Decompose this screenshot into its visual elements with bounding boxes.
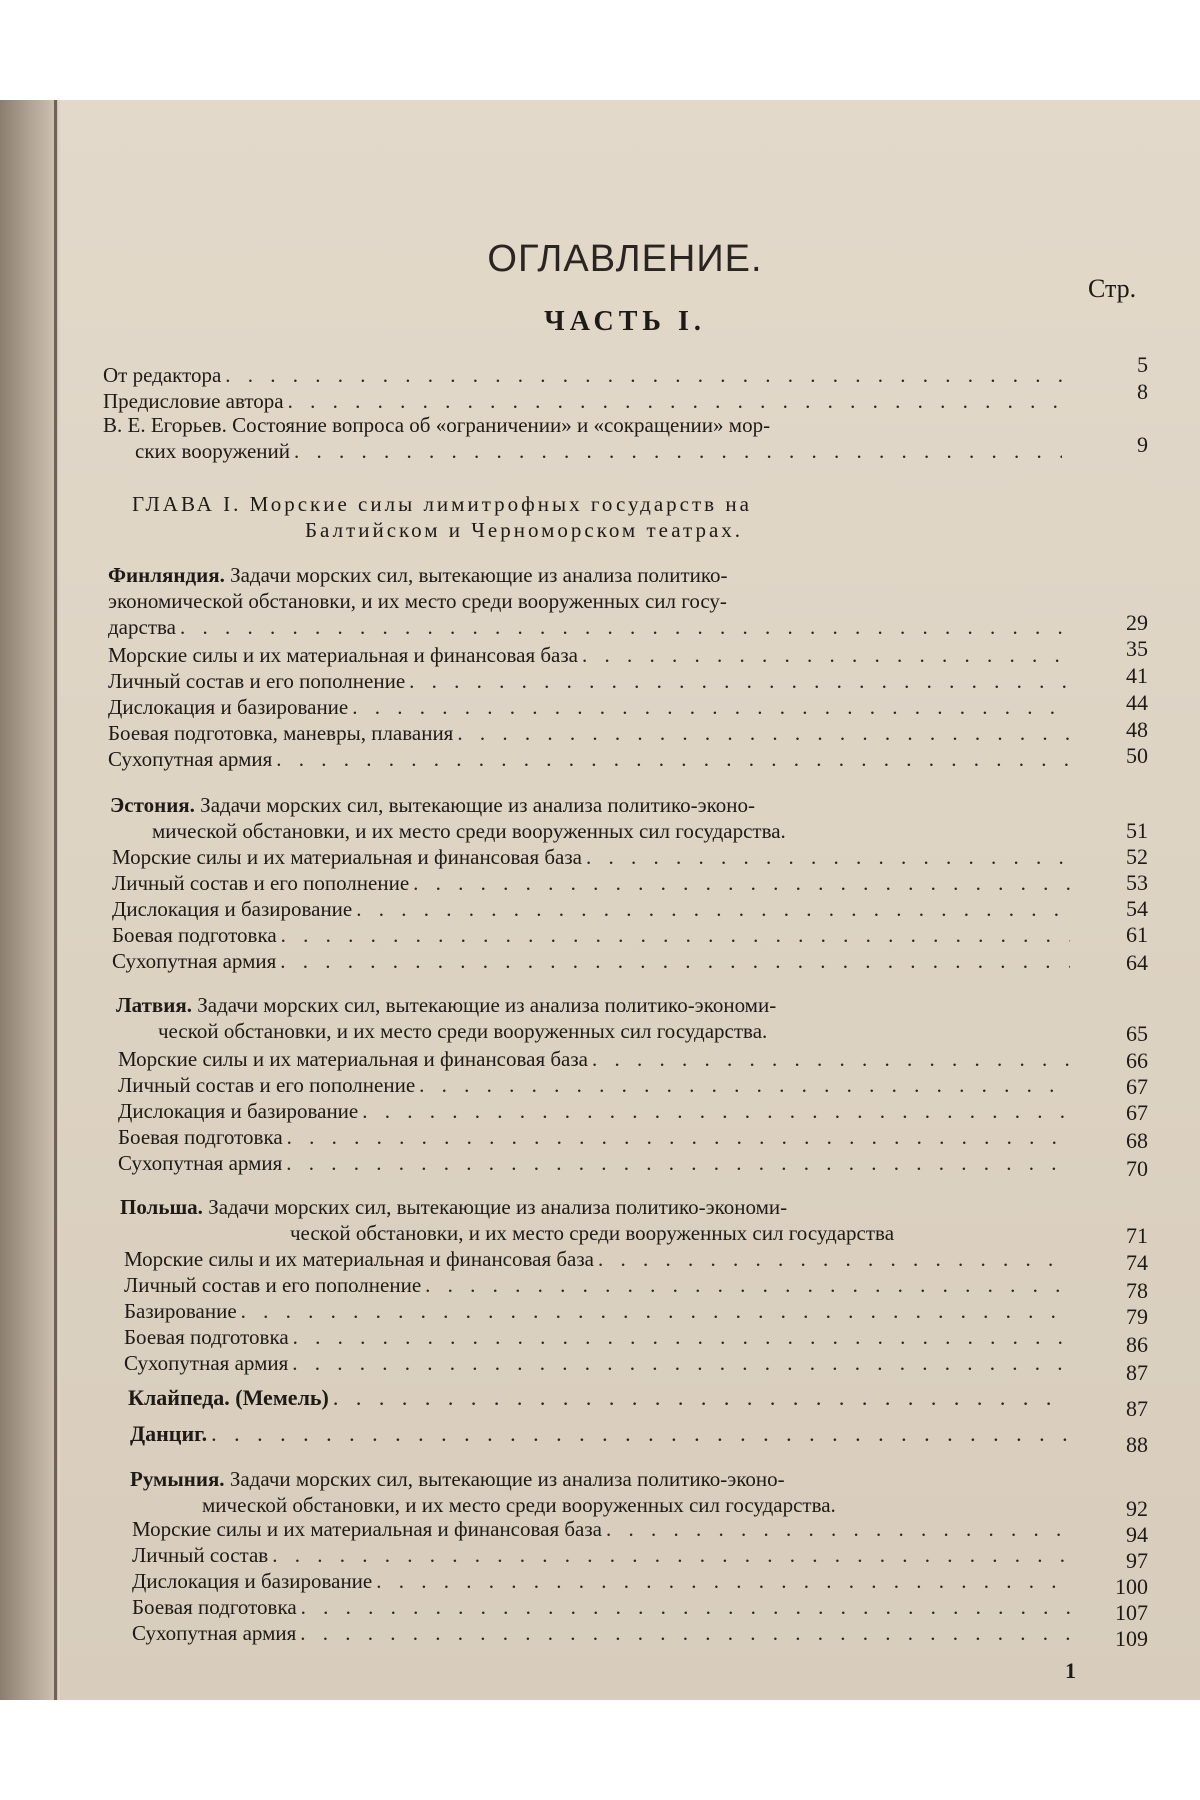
toc-entry-text: Личный состав (132, 1543, 269, 1567)
toc-entry (112, 948, 1076, 974)
toc-entry-text: Боевая подготовка (118, 1125, 283, 1149)
leader-dots (425, 1272, 1070, 1298)
chapter-heading-line2: Балтийском и Черноморском театрах. (305, 518, 744, 542)
toc-entry (132, 1516, 1076, 1542)
page-column-label: Стр. (1088, 274, 1137, 303)
toc-entry-text: Сухопутная армия (112, 949, 277, 973)
section-desc: Задачи морских сил, вытекающие из анализа политико-экономи- (208, 1195, 788, 1219)
section-estonia-line1 (110, 792, 755, 818)
toc-page-number: 8 (1137, 379, 1148, 404)
section-sub: (Мемель) (235, 1385, 329, 1410)
toc-page-number: 61 (1126, 922, 1148, 947)
toc-entry (124, 1324, 1076, 1350)
leader-dots (286, 1150, 1070, 1176)
leader-dots (356, 896, 1070, 922)
section-desc: Задачи морских сил, вытекающие из анализа политико- (230, 563, 728, 587)
leader-dots (586, 844, 1070, 870)
toc-entry-text: Морские силы и их материальная и финансовая база (118, 1047, 588, 1071)
toc-page-number: 54 (1126, 896, 1148, 921)
toc-entry (124, 1272, 1076, 1298)
page-number-footer: 1 (1065, 1658, 1076, 1683)
toc-page-number: 41 (1126, 663, 1148, 688)
toc-entry (132, 1568, 1076, 1594)
toc-entry-egoriev-line1: В. Е. Егорьев. Состояние вопроса об «ограничении» и «сокращении» мор- (103, 413, 771, 437)
toc-entry-text: Боевая подготовка (112, 923, 277, 947)
toc-entry (108, 746, 1076, 772)
leader-dots (241, 1298, 1070, 1324)
table-of-contents (0, 100, 1200, 1700)
part-title: ЧАСТЬ I. (544, 306, 706, 337)
leader-dots (413, 870, 1070, 896)
leader-dots (457, 720, 1070, 746)
toc-entry-text: Дислокация и базирование (132, 1569, 373, 1593)
section-name: Клайпеда. (128, 1385, 230, 1410)
toc-entry-text: ских вооружений (135, 439, 290, 463)
toc-entry-text: Личный состав и его пополнение (118, 1073, 416, 1097)
leader-dots (294, 438, 1062, 464)
toc-entry-text: Боевая подготовка (124, 1325, 289, 1349)
leader-dots (333, 1385, 1070, 1411)
toc-entry (132, 1542, 1076, 1568)
toc-entry-text: Личный состав и его пополнение (108, 669, 406, 693)
toc-entry-preface (103, 388, 1068, 414)
section-name: Финляндия. (108, 563, 225, 587)
section-romania-line2: мической обстановки, и их место среди вооруженных сил государства. (202, 1493, 836, 1517)
toc-entry-text: Морские силы и их материальная и финансовая база (132, 1517, 602, 1541)
section-desc: Задачи морских сил, вытекающие из анализа политико-экономи- (197, 993, 777, 1017)
section-name: Румыния. (130, 1467, 225, 1491)
leader-dots (376, 1568, 1070, 1594)
toc-entry (112, 844, 1076, 870)
toc-page-number: 97 (1126, 1548, 1148, 1573)
section-desc: Задачи морских сил, вытекающие из анализа политико-эконо- (200, 793, 756, 817)
leader-dots (180, 614, 1070, 640)
toc-page-number: 53 (1126, 870, 1148, 895)
leader-dots (292, 1350, 1070, 1376)
toc-entry (118, 1098, 1076, 1124)
section-latvia-line2: ческой обстановки, и их место среди вооруженных сил государства. (158, 1019, 768, 1043)
section-estonia-line2: мической обстановки, и их место среди вооруженных сил государства. (152, 819, 786, 843)
toc-page-number: 51 (1126, 818, 1148, 843)
toc-page-number: 52 (1126, 844, 1148, 869)
section-name: Данциг. (130, 1421, 208, 1446)
toc-entry-text: Дислокация и базирование (108, 695, 349, 719)
section-finland-line3 (108, 614, 1076, 640)
toc-entry-text: Дислокация и базирование (112, 897, 353, 921)
toc-entry-text: Предисловие автора (103, 389, 284, 413)
toc-page-number: 74 (1126, 1250, 1148, 1275)
toc-page-number: 109 (1115, 1626, 1148, 1651)
toc-page-number: 65 (1126, 1021, 1148, 1046)
toc-entry-text: Сухопутная армия (108, 747, 273, 771)
toc-entry (108, 642, 1076, 668)
toc-page-number: 70 (1126, 1156, 1148, 1181)
toc-entry-text: Сухопутная армия (118, 1151, 283, 1175)
toc-entry-text: Дислокация и базирование (118, 1099, 359, 1123)
page-title: ОГЛАВЛЕНИЕ. (487, 238, 763, 280)
toc-entry-text: Морские силы и их материальная и финансовая база (108, 643, 578, 667)
toc-page-number: 87 (1126, 1360, 1148, 1385)
toc-page-number: 92 (1126, 1496, 1148, 1521)
toc-page-number: 94 (1126, 1522, 1148, 1547)
toc-page-number: 107 (1115, 1600, 1148, 1625)
toc-entry-text: Боевая подготовка, маневры, плавания (108, 721, 454, 745)
toc-page-number: 50 (1126, 743, 1148, 768)
leader-dots (272, 1542, 1070, 1568)
toc-entry (118, 1150, 1076, 1176)
section-finland-line2: экономической обстановки, и их место среди вооруженных сил госу- (108, 589, 727, 613)
toc-entry-text: Базирование (124, 1299, 237, 1323)
leader-dots (281, 922, 1070, 948)
leader-dots (606, 1516, 1070, 1542)
section-name: Польша. (120, 1195, 203, 1219)
toc-entry (112, 896, 1076, 922)
leader-dots (293, 1324, 1070, 1350)
leader-dots (592, 1046, 1070, 1072)
section-romania-line1 (130, 1466, 785, 1492)
leader-dots (211, 1421, 1070, 1447)
toc-page-number: 48 (1126, 717, 1148, 742)
toc-entry-text: Личный состав и его пополнение (112, 871, 410, 895)
toc-entry (108, 720, 1076, 746)
toc-page-number: 67 (1126, 1100, 1148, 1125)
toc-entry-text: Морские силы и их материальная и финансовая база (124, 1247, 594, 1271)
leader-dots (352, 694, 1070, 720)
leader-dots (582, 642, 1070, 668)
toc-page-number: 78 (1126, 1278, 1148, 1303)
toc-entry-danzig (130, 1421, 1076, 1447)
toc-entry-klaipeda (128, 1385, 1076, 1411)
toc-entry-text: Личный состав и его пополнение (124, 1273, 422, 1297)
toc-page-number: 67 (1126, 1074, 1148, 1099)
section-poland-line2: ческой обстановки, и их место среди вооруженных сил государства (290, 1221, 895, 1245)
toc-entry (132, 1594, 1076, 1620)
section-finland-line1 (108, 562, 728, 588)
leader-dots (287, 1124, 1070, 1150)
leader-dots (409, 668, 1070, 694)
section-name: Эстония. (110, 793, 195, 817)
leader-dots (419, 1072, 1070, 1098)
toc-page-number: 44 (1126, 690, 1148, 715)
toc-entry-text: Боевая подготовка (132, 1595, 297, 1619)
toc-entry-editor (103, 362, 1068, 388)
toc-page-number: 88 (1126, 1432, 1148, 1457)
toc-entry-egoriev (135, 438, 1068, 464)
toc-page-number: 66 (1126, 1048, 1148, 1073)
toc-page-number: 79 (1126, 1304, 1148, 1329)
leader-dots (288, 388, 1062, 414)
toc-entry (118, 1124, 1076, 1150)
toc-page-number: 9 (1137, 432, 1148, 457)
toc-entry-text: Морские силы и их материальная и финансовая база (112, 845, 582, 869)
toc-entry-text: От редактора (103, 363, 222, 387)
leader-dots (362, 1098, 1070, 1124)
section-latvia-line1 (116, 992, 776, 1018)
leader-dots (225, 362, 1062, 388)
toc-page-number: 68 (1126, 1128, 1148, 1153)
leader-dots (598, 1246, 1070, 1272)
toc-entry (124, 1298, 1076, 1324)
toc-entry (118, 1072, 1076, 1098)
toc-page-number: 71 (1126, 1223, 1148, 1248)
toc-entry (132, 1620, 1076, 1646)
leader-dots (301, 1594, 1070, 1620)
toc-entry (112, 922, 1076, 948)
toc-entry-text (128, 1385, 329, 1411)
leader-dots (300, 1620, 1070, 1646)
section-desc: Задачи морских сил, вытекающие из анализа политико-эконо- (229, 1467, 785, 1491)
toc-page-number: 86 (1126, 1332, 1148, 1357)
chapter-heading-line1: ГЛАВА I. Морские силы лимитрофных государств на (132, 492, 752, 516)
leader-dots (276, 746, 1070, 772)
toc-page-number: 100 (1115, 1574, 1148, 1599)
toc-page-number: 35 (1126, 636, 1148, 661)
toc-entry-text: Сухопутная армия (132, 1621, 297, 1645)
toc-entry-text: дарства (108, 615, 176, 639)
toc-entry (112, 870, 1076, 896)
toc-entry-text: Сухопутная армия (124, 1351, 289, 1375)
toc-entry (124, 1350, 1076, 1376)
book-page (0, 100, 1200, 1700)
section-poland-line1 (120, 1194, 787, 1220)
toc-page-number: 87 (1126, 1396, 1148, 1421)
toc-entry (124, 1246, 1076, 1272)
section-name: Латвия. (116, 993, 192, 1017)
toc-entry (108, 694, 1076, 720)
toc-page-number: 64 (1126, 950, 1148, 975)
toc-entry (108, 668, 1076, 694)
toc-page-number: 29 (1126, 610, 1148, 635)
leader-dots (280, 948, 1070, 974)
toc-page-number: 5 (1137, 352, 1148, 377)
toc-entry (118, 1046, 1076, 1072)
